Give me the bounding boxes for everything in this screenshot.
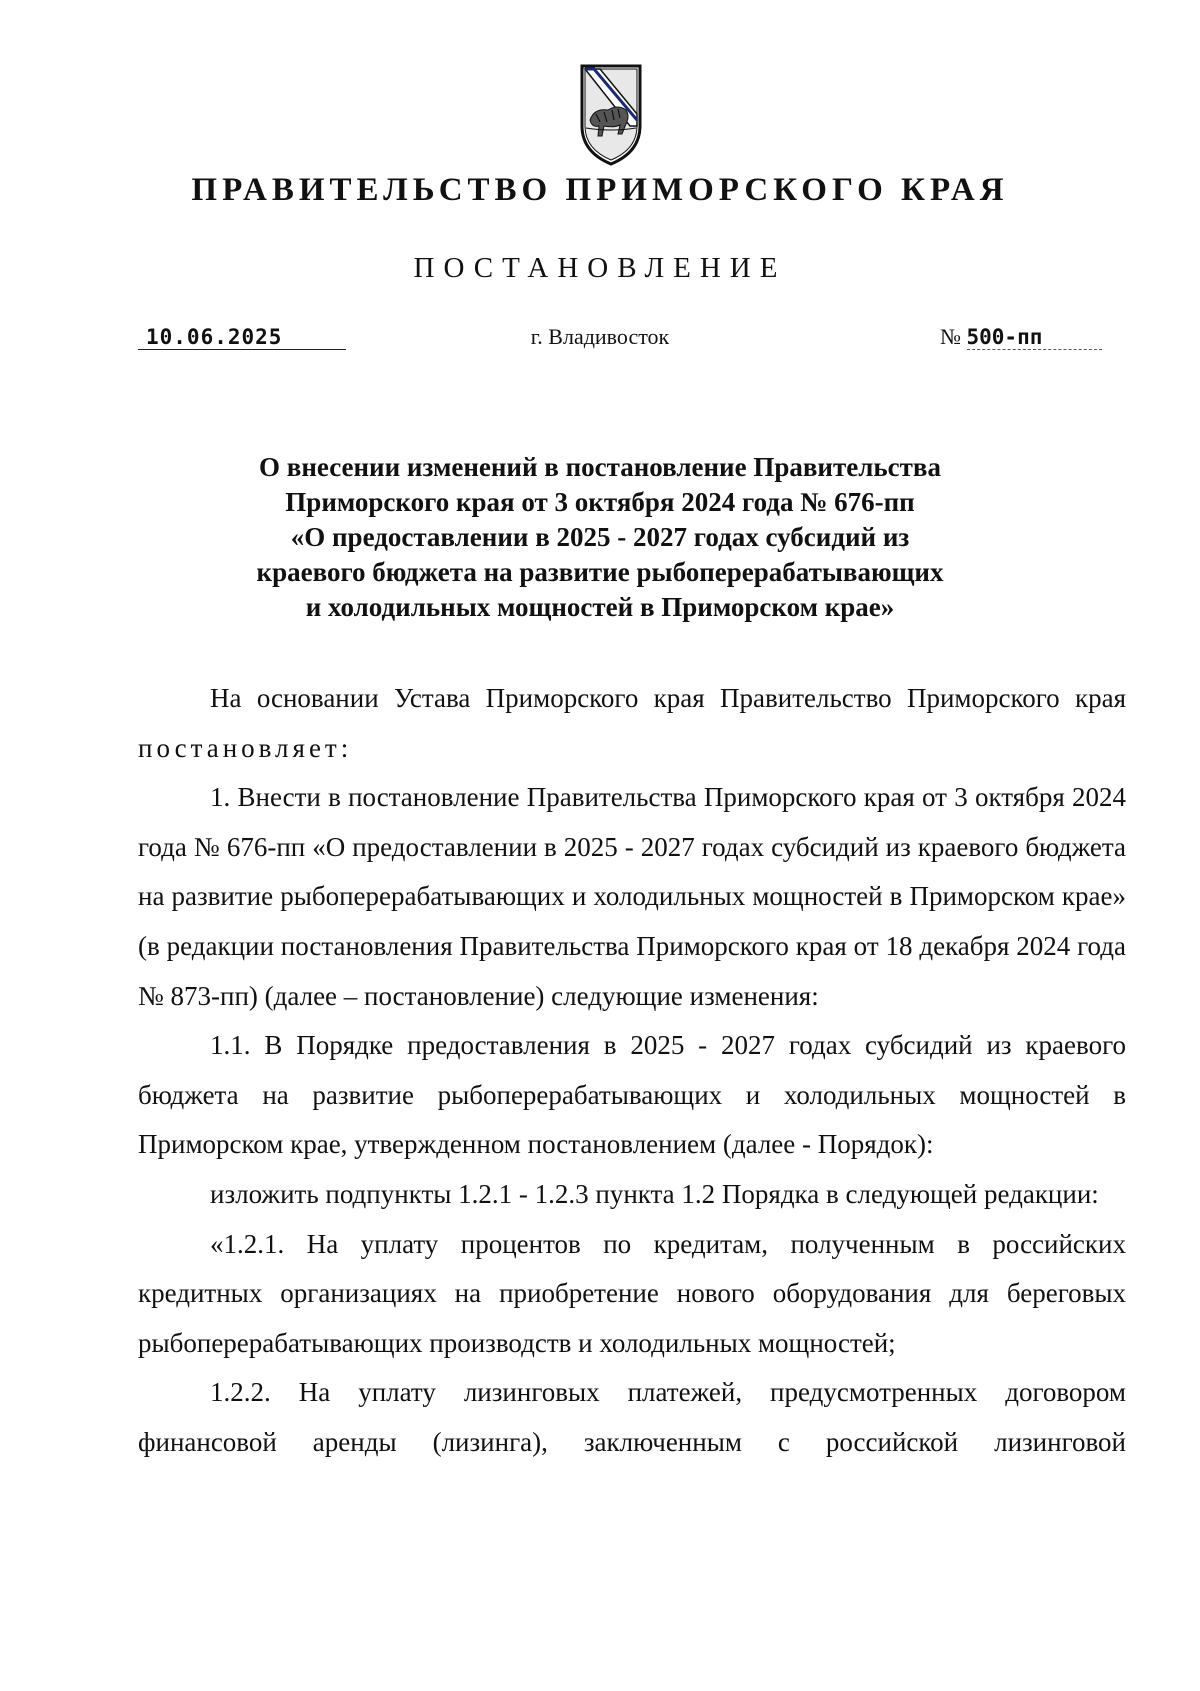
coat-of-arms-emblem	[574, 62, 648, 168]
document-date: 10.06.2025	[138, 325, 346, 350]
heading-line: О внесении изменений в постановление Правительства	[259, 452, 941, 482]
paragraph-subitem-1-2-1: «1.2.1. На уплату процентов по кредитам, полученным в российских кредитных организациях на приобретение нового оборудования для береговых рыбоперерабатывающих производств и холодильных мощностей;	[138, 1228, 1126, 1358]
resolves-word: постановляет:	[138, 732, 353, 763]
document-body	[138, 674, 1126, 1468]
paragraph-item-1: 1. Внести в постановление Правительства Приморского края от 3 октября 2024 года № 676-пп «О предоставлении в 2025 - 2027 годах субсидий из краевого бюджета на развитие рыбоперерабатывающих и холодильных мощностей в Приморском крае» (в редакции постановления Правительства Приморского края от 18 декабря 2024 года № 873-пп) (далее – постановление) следующие изменения:	[138, 782, 1126, 1011]
paragraph-subitem-1-2-2: 1.2.2. На уплату лизинговых платежей, предусмотренных договором финансовой аренды (лизинга), заключенным с российской лизинговой	[138, 1377, 1126, 1457]
number-sign: №	[940, 324, 961, 349]
paragraph-item-1-1: 1.1. В Порядке предоставления в 2025 - 2027 годах субсидий из краевого бюджета на развитие рыбоперерабатывающих и холодильных мощностей в Приморском крае, утвержденном постановлением (далее - Порядок):	[138, 1030, 1126, 1160]
preamble-text: На основании Устава Приморского края Правительство Приморского края	[210, 683, 1126, 713]
heading-line: «О предоставлении в 2025 - 2027 годах субсидий из	[290, 522, 910, 552]
document-number-block	[940, 324, 1102, 350]
document-heading	[170, 450, 1030, 625]
document-city: г. Владивосток	[530, 324, 670, 349]
heading-line: и холодильных мощностей в Приморском крае»	[305, 592, 895, 622]
paragraph-preamble	[138, 674, 1126, 773]
document-type: ПОСТАНОВЛЕНИЕ	[413, 252, 787, 284]
heading-line: краевого бюджета на развитие рыбоперерабатывающих	[256, 557, 944, 587]
organization-title: ПРАВИТЕЛЬСТВО ПРИМОРСКОГО КРАЯ	[191, 172, 1009, 208]
heading-line: Приморского края от 3 октября 2024 года № 676-пп	[285, 487, 915, 517]
paragraph-instruction: изложить подпункты 1.2.1 - 1.2.3 пункта 1.2 Порядка в следующей редакции:	[210, 1178, 1099, 1209]
document-number: 500-пп	[967, 325, 1102, 350]
